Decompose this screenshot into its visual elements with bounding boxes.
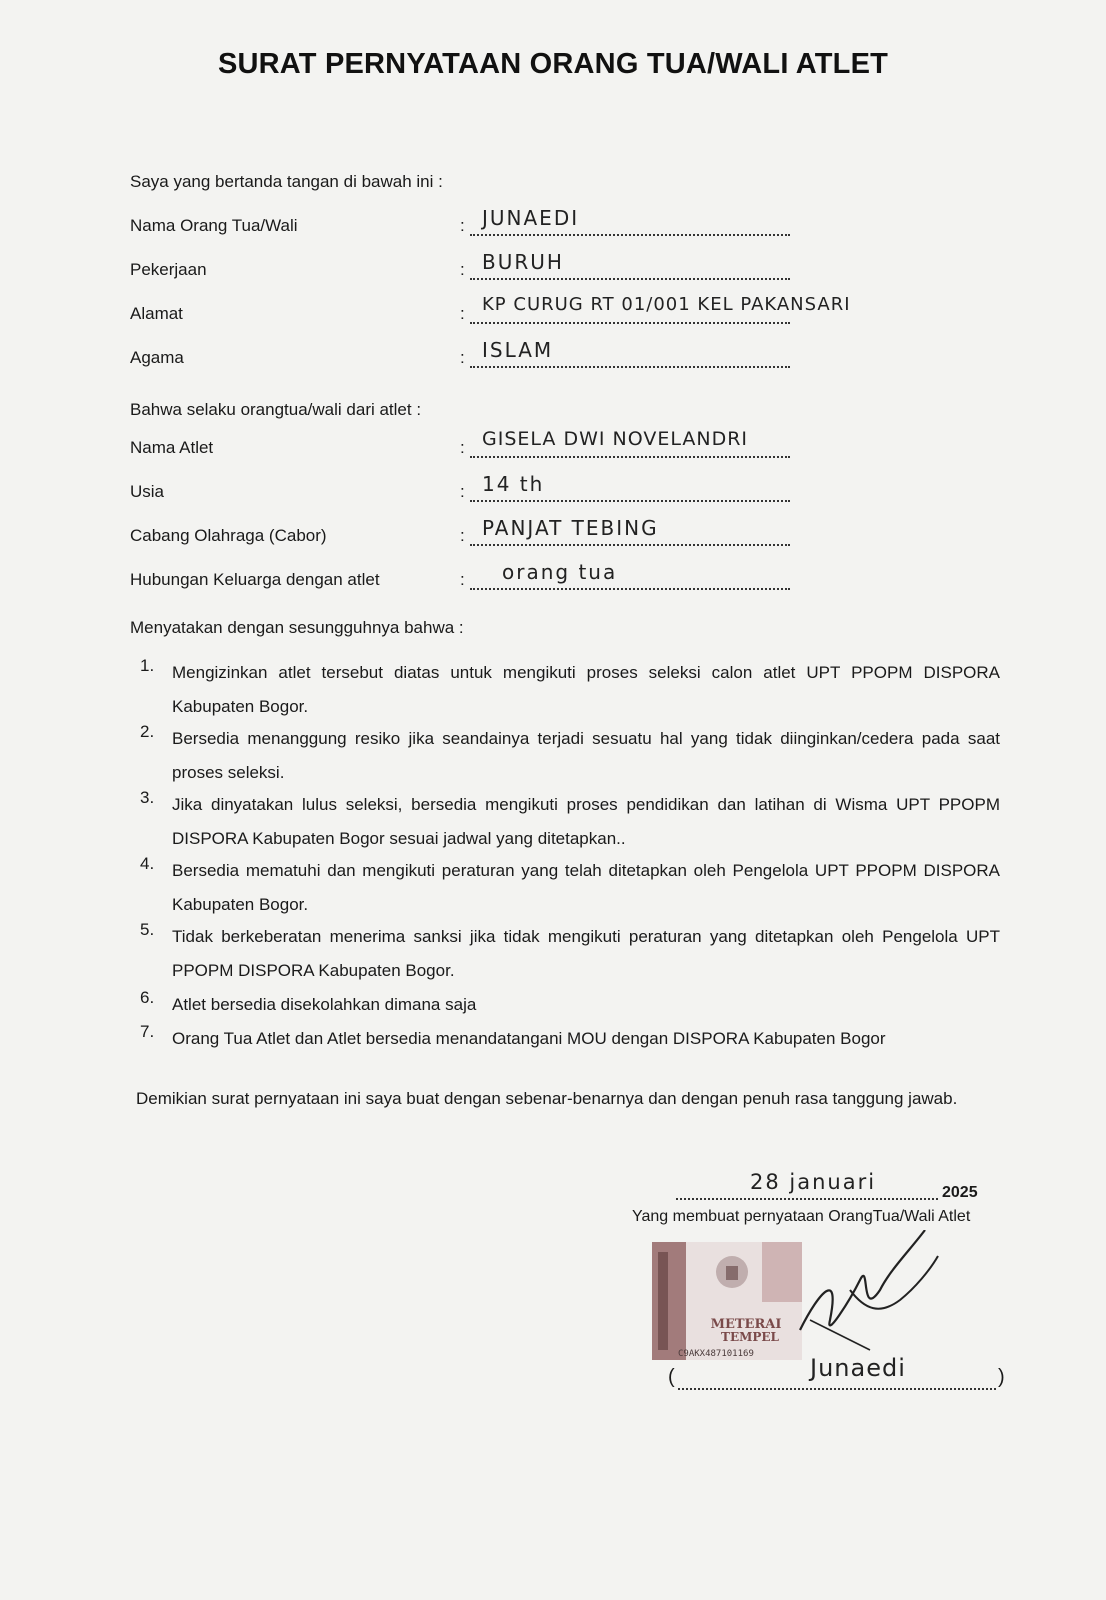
handwritten-value: orang tua [502,560,618,584]
handwritten-value: BURUH [482,250,564,274]
field-label: Nama Atlet [130,438,214,457]
date-year: 2025 [942,1184,978,1201]
athlete-intro-text: Bahwa selaku orangtua/wali dari atlet : [130,400,422,419]
handwritten-value: 14 th [482,472,545,496]
signature-scribble [790,1230,940,1370]
field-parent-name: Nama Orang Tua/Wali : JUNAEDI [130,212,790,240]
letter-title: SURAT PERNYATAAN ORANG TUA/WALI ATLET [217,48,889,80]
handwritten-date: 28 januari [750,1170,877,1194]
field-religion: Agama : ISLAM [130,344,790,372]
field-age: Usia : 14 th [130,478,790,506]
date-line [676,1170,978,1208]
letter-page: SURAT PERNYATAAN ORANG TUA/WALI ATLET Saya yang bertanda tangan di bawah ini : Nama Orang Tua/Wali : JUNAEDI Pekerjaan : BURUH Alamat : KP CURUG RT 01/001 KEL PAKANSARI Agama : ISLAM Bahwa selaku orangtua/wali dari atlet : Nama Atlet : GISELA DWI NOVELANDRI Usia : 14 th Cabang Olahraga (Cabor) : PANJAT TEBING Hubungan Keluarga dengan atlet : orang tua Menyatakan dengan sesungguhnya bahwa : 1. Mengizinkan atlet tersebut diatas untuk mengikuti proses seleksi calon atlet UPT PPOPM DISPORA Kabupaten Bogor. 2. Bersedia menanggung resiko jika seandainya terjadi sesuatu hal yang tidak diinginkan/cedera pada saat proses seleksi. 3. Jika dinyatakan lulus seleksi, bersedia mengikuti proses pendidikan dan latihan di Wisma UPT PPOPM DISPORA Kabupaten Bogor sesuai jadwal yang ditetapkan.. 4. Bersedia mematuhi dan mengikuti peraturan yang telah ditetapkan oleh Pengelola UPT PPOPM DISPORA Kabupaten Bogor. 5. Tidak berkeberatan menerima sanksi jika tidak mengikuti peraturan yang ditetapkan oleh Pengelola UPT PPOPM DISPORA Kabupaten Bogor. 6. Atlet bersedia disekolahkan dimana saja 7. Orang Tua Atlet dan Atlet bersedia menandatangani MOU dengan DISPORA Kabupaten Bogor Demikian surat pernyataan ini saya buat dengan sebenar-benarnya dan dengan penuh rasa tanggung jawab. 28 januari 2025 Yang membuat pernyataan OrangTua/Wali Atlet METERAI TEMPEL C9AKX487101169 ( Junaedi ) [0,0,1106,1600]
field-label: Hubungan Keluarga dengan atlet [130,570,380,589]
field-address: Alamat : KP CURUG RT 01/001 KEL PAKANSARI [130,294,851,323]
handwritten-value: GISELA DWI NOVELANDRI [482,428,749,450]
signer-name: Junaedi [810,1354,906,1382]
meterai-stamp [652,1242,802,1360]
field-athlete-name: Nama Atlet : GISELA DWI NOVELANDRI [130,434,790,462]
signer-caption: Yang membuat pernyataan OrangTua/Wali Atlet [632,1208,971,1225]
intro-text: Saya yang bertanda tangan di bawah ini : [130,172,443,191]
field-label: Usia [130,482,165,501]
garuda-emblem-icon [716,1256,748,1288]
svg-text:C9AKX487101169: C9AKX487101169 [678,1349,754,1359]
field-sport: Cabang Olahraga (Cabor) : PANJAT TEBING [130,522,790,550]
signer-name-line: ( Junaedi ) [668,1354,1005,1388]
field-occupation: Pekerjaan : BURUH [130,256,790,284]
svg-text:METERAI: METERAI [710,1317,782,1332]
field-relationship: Hubungan Keluarga dengan atlet : orang tua [130,566,790,594]
handwritten-value: ISLAM [482,338,554,362]
field-label: Nama Orang Tua/Wali [130,216,298,235]
closing-paragraph: Demikian surat pernyataan ini saya buat dengan sebenar-benarnya dan dengan penuh rasa tanggung jawab. [136,1089,958,1108]
handwritten-value: JUNAEDI [482,206,580,230]
statement-intro-text: Menyatakan dengan sesungguhnya bahwa : [130,618,464,637]
handwritten-value: PANJAT TEBING [482,516,659,540]
field-label: Cabang Olahraga (Cabor) [130,526,327,545]
field-label: Alamat [130,304,183,323]
field-label: Pekerjaan [130,260,207,279]
svg-text:TEMPEL: TEMPEL [721,1330,779,1344]
field-label: Agama [130,348,184,367]
handwritten-value: KP CURUG RT 01/001 KEL PAKANSARI [482,294,851,315]
